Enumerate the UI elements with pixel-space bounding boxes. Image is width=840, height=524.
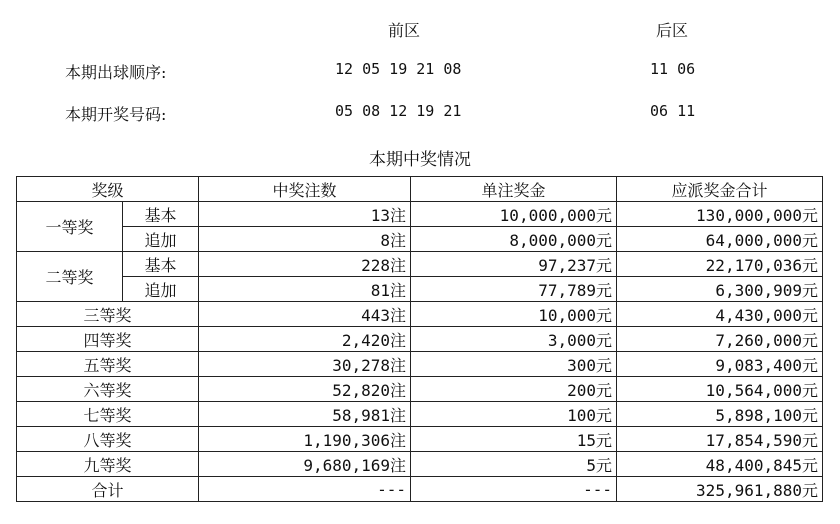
single-prize-cell: 200元: [411, 377, 617, 402]
table-row: [17, 202, 823, 227]
winner-count-cell: 52,820注: [199, 377, 411, 402]
prize-level-cell: 五等奖: [17, 352, 199, 377]
winner-count-cell: 228注: [199, 252, 411, 277]
winner-count-cell: 8注: [199, 227, 411, 252]
winner-count-cell: 1,190,306注: [199, 427, 411, 452]
table-row: [17, 302, 823, 327]
table-row: [17, 477, 823, 502]
winning-numbers-label: 本期开奖号码:: [65, 105, 167, 124]
col-header-total-prize: 应派奖金合计: [617, 177, 823, 202]
total-prize-cell: 64,000,000元: [617, 227, 823, 252]
single-prize-cell: 8,000,000元: [411, 227, 617, 252]
winner-count-cell: 81注: [199, 277, 411, 302]
single-prize-cell: 300元: [411, 352, 617, 377]
table-row: [17, 452, 823, 477]
total-prize-cell: 17,854,590元: [617, 427, 823, 452]
total-prize-cell: 9,083,400元: [617, 352, 823, 377]
total-prize-cell: 6,300,909元: [617, 277, 823, 302]
draw-order-label: 本期出球顺序:: [65, 63, 167, 82]
total-prize-cell: 5,898,100元: [617, 402, 823, 427]
prize-level-cell: 四等奖: [17, 327, 199, 352]
single-prize-cell: 77,789元: [411, 277, 617, 302]
draw-order-back-numbers: 11 06: [650, 60, 696, 78]
table-row: [17, 252, 823, 277]
front-zone-heading: 前区: [388, 21, 421, 40]
table-row: [17, 427, 823, 452]
prize-level-cell: 九等奖: [17, 452, 199, 477]
total-prize-cell: 22,170,036元: [617, 252, 823, 277]
table-row: [17, 352, 823, 377]
prize-level-cell: 七等奖: [17, 402, 199, 427]
total-prize-cell: 10,564,000元: [617, 377, 823, 402]
back-zone-heading: 后区: [656, 21, 689, 40]
single-prize-cell: ---: [411, 477, 617, 502]
total-prize-cell: 130,000,000元: [617, 202, 823, 227]
prize-table-title: 本期中奖情况: [369, 150, 471, 170]
prize-table: [16, 176, 823, 502]
table-row: [17, 227, 823, 252]
table-row: [17, 277, 823, 302]
table-row: [17, 377, 823, 402]
winner-count-cell: 443注: [199, 302, 411, 327]
col-header-single-prize: 单注奖金: [411, 177, 617, 202]
prize-level-cell: 六等奖: [17, 377, 199, 402]
table-row: [17, 327, 823, 352]
prize-level-cell: 一等奖: [17, 202, 123, 252]
prize-sub-type-cell: 追加: [123, 227, 199, 252]
single-prize-cell: 15元: [411, 427, 617, 452]
winner-count-cell: 30,278注: [199, 352, 411, 377]
prize-level-cell: 合计: [17, 477, 199, 502]
prize-level-cell: 二等奖: [17, 252, 123, 302]
prize-sub-type-cell: 基本: [123, 202, 199, 227]
prize-table-body: [17, 202, 823, 502]
table-header-row: [17, 177, 823, 202]
single-prize-cell: 5元: [411, 452, 617, 477]
single-prize-cell: 97,237元: [411, 252, 617, 277]
single-prize-cell: 10,000,000元: [411, 202, 617, 227]
total-prize-cell: 325,961,880元: [617, 477, 823, 502]
winner-count-cell: 13注: [199, 202, 411, 227]
prize-level-cell: 八等奖: [17, 427, 199, 452]
total-prize-cell: 48,400,845元: [617, 452, 823, 477]
table-row: [17, 402, 823, 427]
winner-count-cell: 2,420注: [199, 327, 411, 352]
winning-front-numbers: 05 08 12 19 21: [335, 102, 462, 120]
winning-back-numbers: 06 11: [650, 102, 696, 120]
prize-sub-type-cell: 追加: [123, 277, 199, 302]
single-prize-cell: 3,000元: [411, 327, 617, 352]
prize-sub-type-cell: 基本: [123, 252, 199, 277]
col-header-level: 奖级: [17, 177, 199, 202]
draw-order-front-numbers: 12 05 19 21 08: [335, 60, 462, 78]
prize-level-cell: 三等奖: [17, 302, 199, 327]
col-header-count: 中奖注数: [199, 177, 411, 202]
winner-count-cell: 58,981注: [199, 402, 411, 427]
total-prize-cell: 4,430,000元: [617, 302, 823, 327]
single-prize-cell: 100元: [411, 402, 617, 427]
total-prize-cell: 7,260,000元: [617, 327, 823, 352]
winner-count-cell: ---: [199, 477, 411, 502]
single-prize-cell: 10,000元: [411, 302, 617, 327]
winner-count-cell: 9,680,169注: [199, 452, 411, 477]
